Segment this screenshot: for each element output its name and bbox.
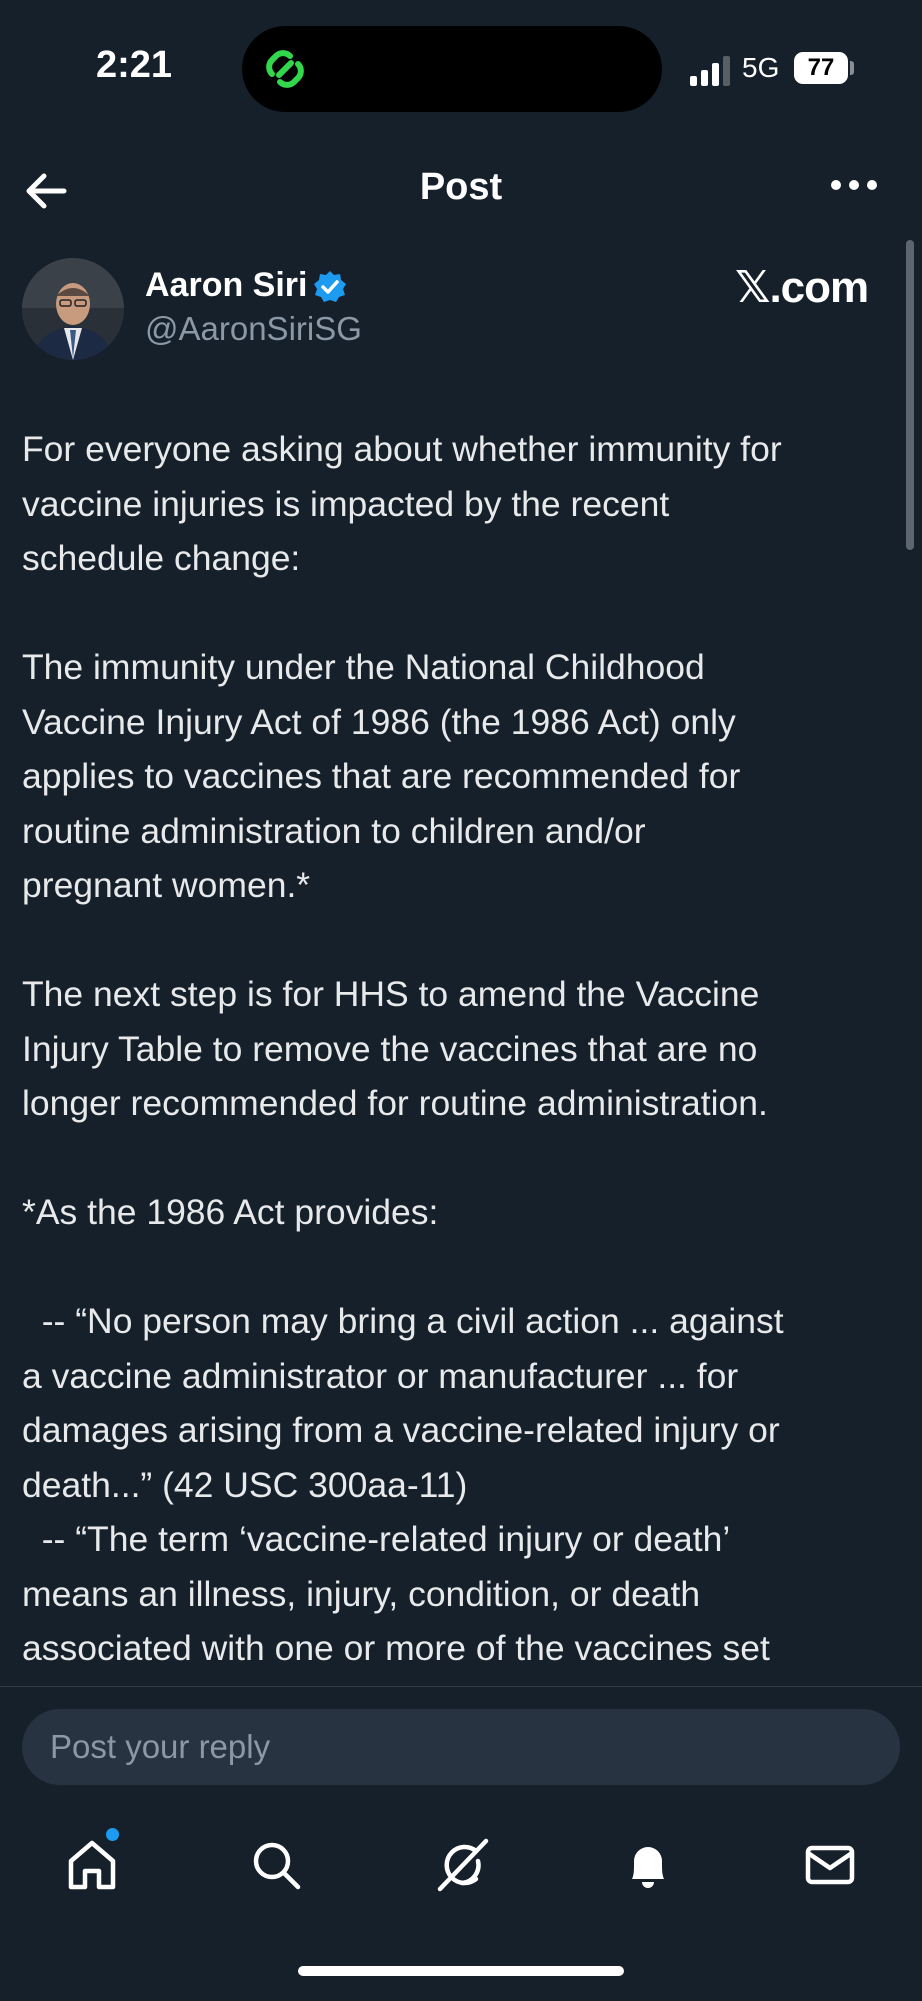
post-text-line: routine administration to children and/or <box>22 810 646 851</box>
tab-home[interactable] <box>57 1830 127 1900</box>
post-text-line: The immunity under the National Childhood <box>22 647 705 687</box>
tab-search[interactable] <box>241 1830 311 1900</box>
home-icon <box>64 1837 120 1893</box>
battery-icon: 77 <box>794 52 848 84</box>
home-indicator[interactable] <box>298 1966 624 1976</box>
verified-badge-icon <box>313 270 347 304</box>
post-text-line: The next step is for HHS to amend the Vaccine <box>22 974 760 1014</box>
post-text-line: a vaccine administrator or manufacturer ... for <box>22 1355 739 1396</box>
grok-icon <box>432 1835 492 1895</box>
post-text-line: damages arising from a vaccine-related injury or <box>22 1410 780 1450</box>
author-name[interactable]: Aaron Siri <box>145 266 308 304</box>
mail-icon <box>802 1837 858 1893</box>
reply-input[interactable] <box>22 1709 900 1785</box>
scrollbar[interactable] <box>906 240 914 550</box>
source-watermark: 𝕏.com <box>735 263 869 312</box>
bottom-tab-bar <box>0 1830 922 1900</box>
post-text-line <box>22 913 902 968</box>
post-text-line: Injury Table to remove the vaccines that are no <box>22 1028 758 1069</box>
bell-icon <box>620 1837 676 1893</box>
dynamic-island <box>242 26 662 112</box>
post-text-line: longer recommended for routine administration. <box>22 1083 768 1123</box>
status-bar <box>0 0 922 120</box>
link-app-icon <box>260 44 310 94</box>
post-text-line: schedule change: <box>22 538 301 578</box>
post-header <box>0 150 922 230</box>
search-icon <box>248 1837 304 1893</box>
tab-grok[interactable] <box>427 1830 497 1900</box>
post-text <box>22 422 902 1676</box>
post-text-line <box>22 586 902 641</box>
status-time: 2:21 <box>96 44 173 86</box>
author-handle[interactable]: @AaronSiriSG <box>145 310 362 347</box>
more-icon[interactable] <box>830 178 878 192</box>
post-text-line: death...” (42 USC 300aa-11) <box>22 1464 468 1505</box>
battery-tip <box>850 61 854 75</box>
tab-messages[interactable] <box>795 1830 865 1900</box>
post-text-line: For everyone asking about whether immunity for <box>22 429 782 469</box>
post-text-line <box>22 1240 902 1295</box>
cellular-signal-icon <box>690 56 734 86</box>
post-text-line: *As the 1986 Act provides: <box>22 1192 439 1232</box>
post-text-line: Vaccine Injury Act of 1986 (the 1986 Act) only <box>22 701 736 742</box>
post-text-line: associated with one or more of the vaccines set <box>22 1628 770 1668</box>
avatar[interactable] <box>22 258 124 360</box>
avatar-image <box>22 258 124 360</box>
tab-notifications[interactable] <box>613 1830 683 1900</box>
post-text-line: applies to vaccines that are recommended for <box>22 756 741 796</box>
post-text-line: -- “No person may bring a civil action ... against <box>22 1301 784 1341</box>
post-text-line: means an illness, injury, condition, or death <box>22 1573 701 1614</box>
page-title: Post <box>419 166 503 208</box>
post-text-line: pregnant women.* <box>22 865 311 905</box>
post-text-line: -- “The term ‘vaccine-related injury or death’ <box>22 1519 731 1559</box>
post-text-line <box>22 1131 902 1186</box>
network-type: 5G <box>742 52 780 83</box>
post-text-line: vaccine injuries is impacted by the recent <box>22 483 670 524</box>
